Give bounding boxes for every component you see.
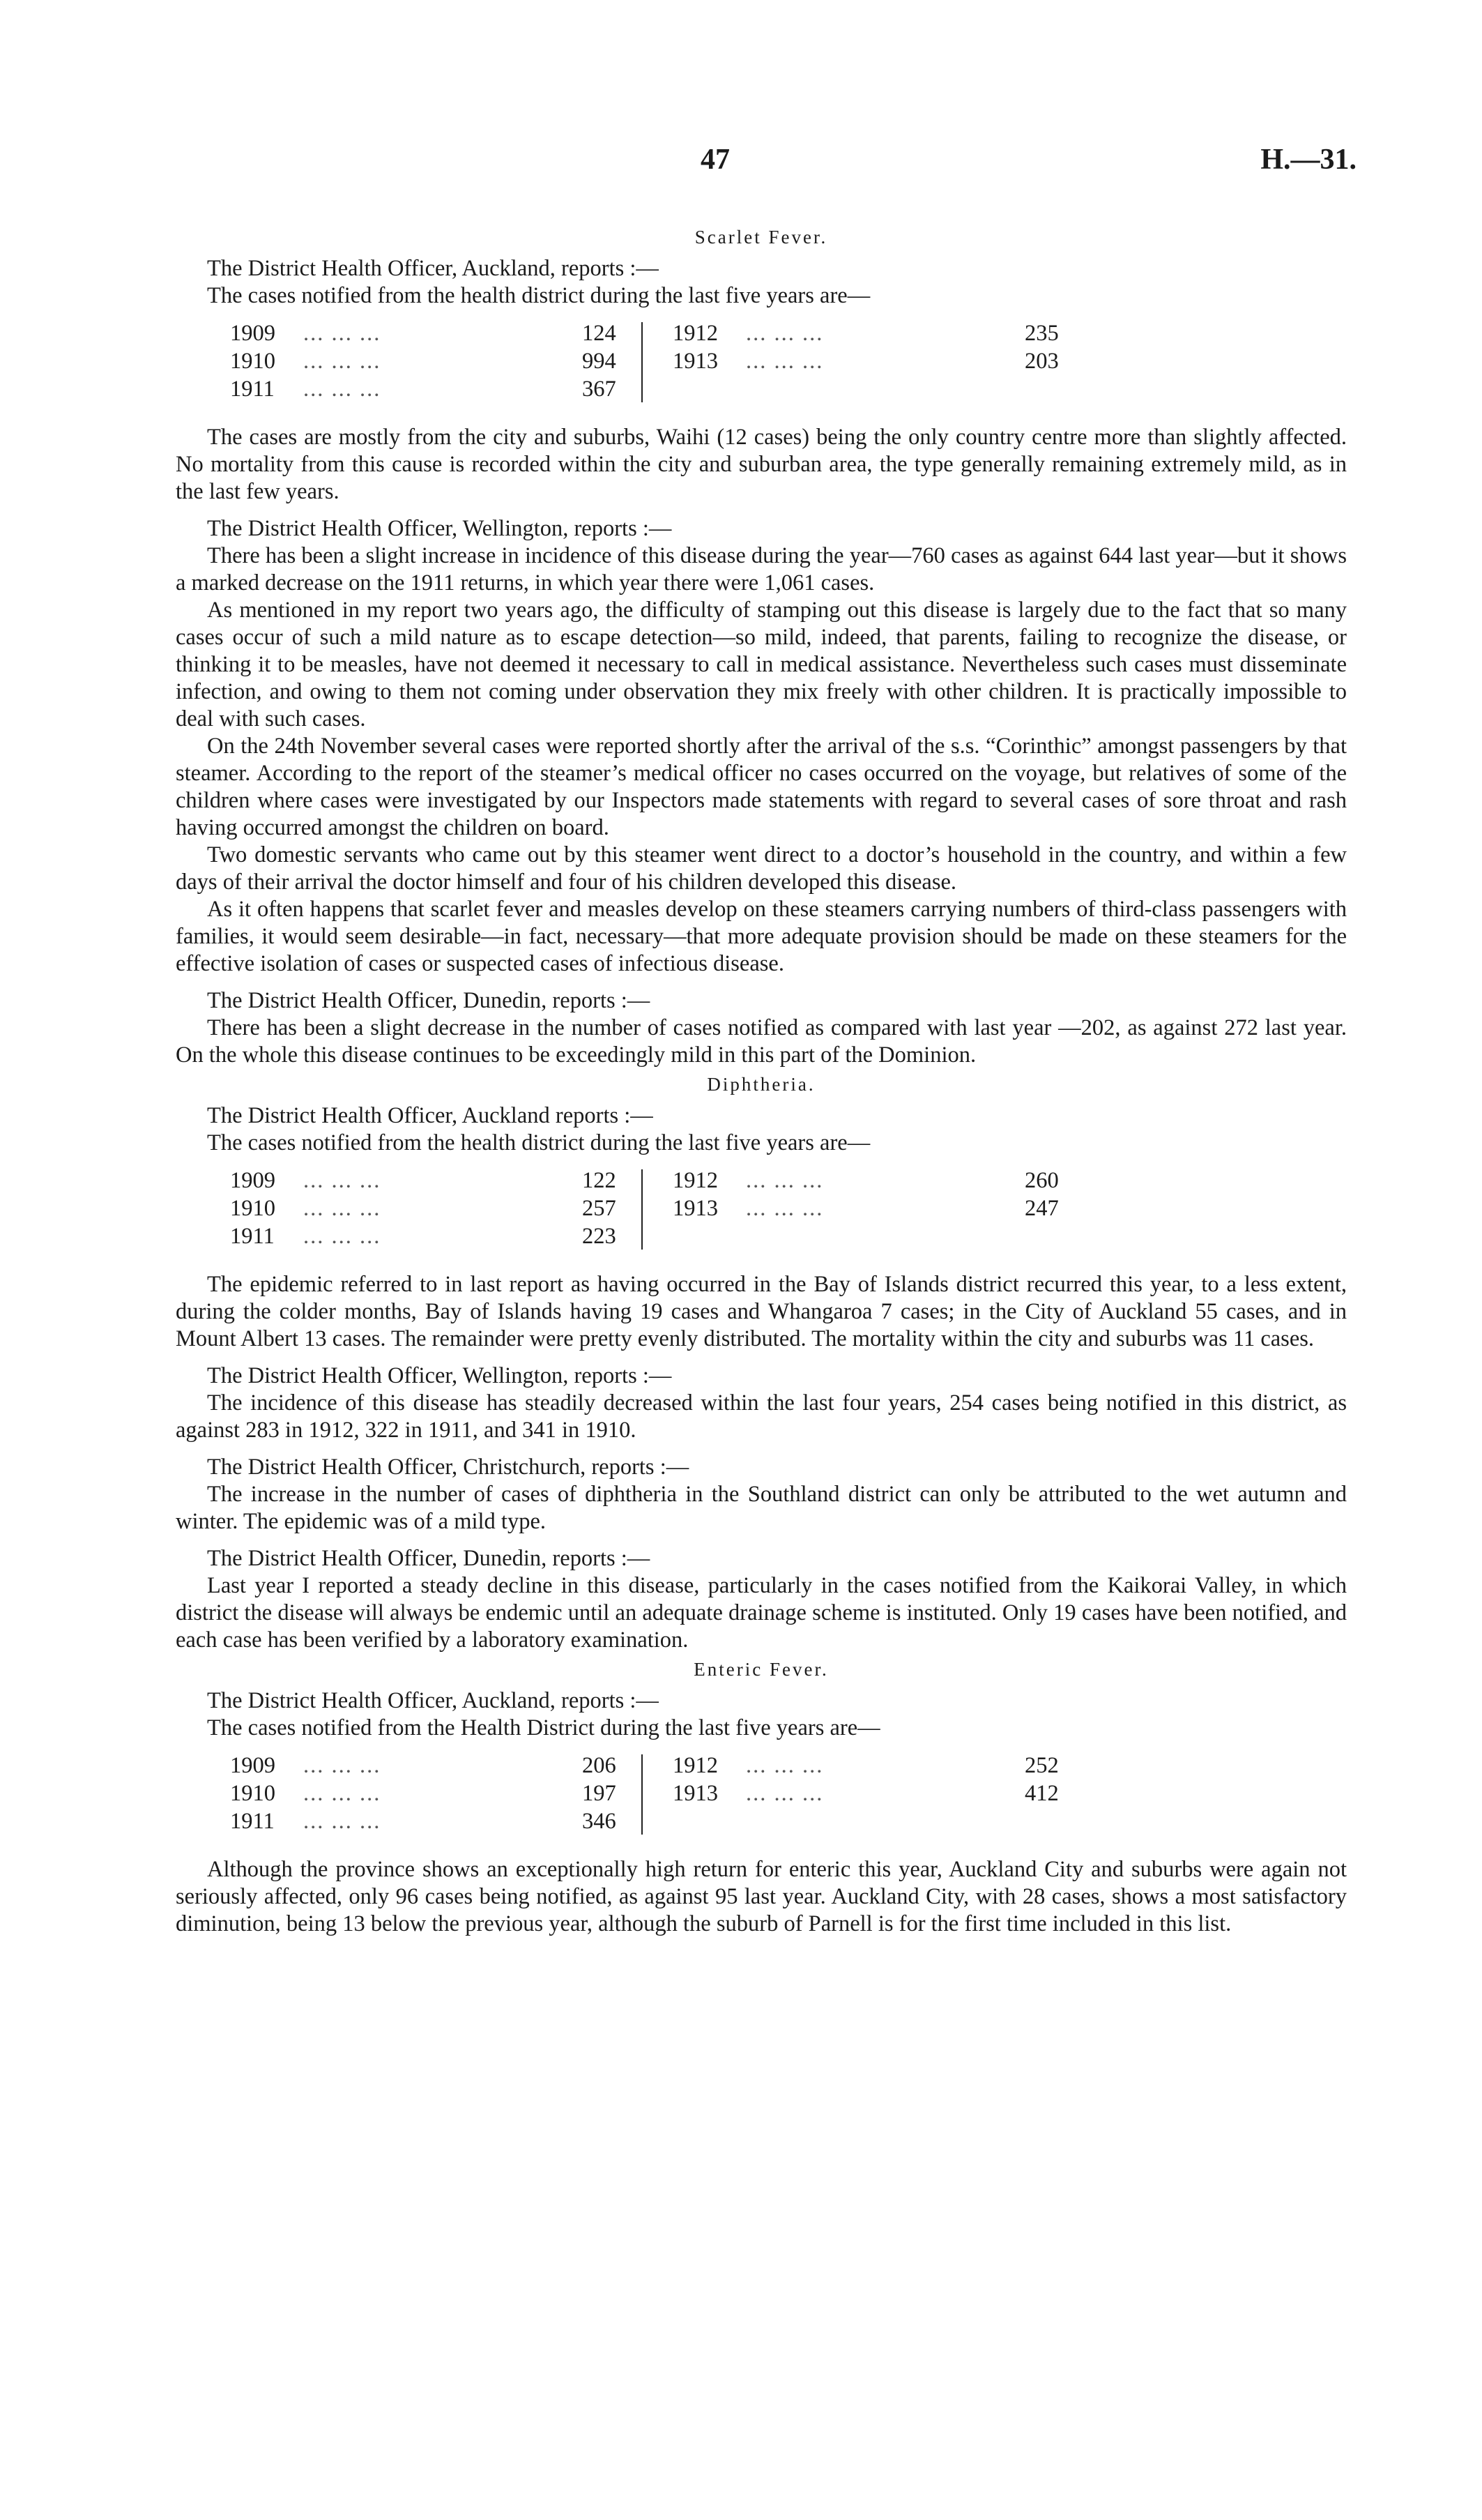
value-cell: 247	[1025, 1196, 1059, 1221]
value-cell: 206	[582, 1753, 616, 1778]
leader-dots: ... ... ...	[303, 1781, 381, 1806]
cases-by-year-table	[230, 1752, 1080, 1835]
report-intro-auckland: The District Health Officer, Auckland, reports :—	[207, 1688, 659, 1713]
value-cell: 252	[1025, 1753, 1059, 1778]
cases-intro: The cases notified from the Health District during the last five years are—	[207, 1715, 880, 1740]
leader-dots: ... ... ...	[303, 1168, 381, 1193]
page-number: 47	[701, 144, 730, 176]
paragraph: On the 24th November several cases were reported shortly after the arrival of the s.s. “Corinthic” amongst passengers by that steamer. According to the report of the steamer’s medical officer no cases occurred on the voyage, but relatives of some of the children where cases were investigated by our Inspectors made statements with regard to several cases of sore throat and rash having occurred amongst the children on board.	[176, 734, 1347, 840]
cases-by-year-table	[230, 319, 1080, 403]
paragraph: Although the province shows an exceptionally high return for enteric this year, Auckland City and suburbs were again not seriously affected, only 96 cases being notified, as against 95 last year. Auckland City, with 28 cases, shows a most satisfactory diminution, being 13 below the previous year, although the suburb of Parnell is for the first time included in this list.	[176, 1857, 1347, 1936]
leader-dots: ... ... ...	[746, 1753, 824, 1778]
leader-dots: ... ... ...	[303, 1809, 381, 1834]
leader-dots: ... ... ...	[303, 377, 381, 402]
cases-by-year-table	[230, 1167, 1080, 1250]
report-intro-wellington: The District Health Officer, Wellington, reports :—	[207, 1363, 672, 1388]
year-cell: 1910	[230, 1196, 275, 1221]
year-cell: 1912	[673, 1168, 718, 1193]
page-header	[0, 143, 1482, 185]
year-cell: 1912	[673, 321, 718, 346]
paragraph: Last year I reported a steady decline in this disease, particularly in the cases notified from the Kaikorai Valley, in which district the disease will always be endemic until an adequate drainage scheme is instituted. Only 19 cases have been notified, and each case has been verified by a laboratory examination.	[176, 1573, 1347, 1653]
leader-dots: ... ... ...	[746, 1781, 824, 1806]
year-cell: 1913	[673, 349, 718, 374]
value-cell: 235	[1025, 321, 1059, 346]
value-cell: 124	[582, 321, 616, 346]
paragraph: The incidence of this disease has steadily decreased within the last four years, 254 cases being notified in this district, as against 283 in 1912, 322 in 1911, and 341 in 1910.	[176, 1390, 1347, 1443]
leader-dots: ... ... ...	[746, 349, 824, 374]
value-cell: 257	[582, 1196, 616, 1221]
paragraph: There has been a slight increase in incidence of this disease during the year—760 cases as against 644 last year—but it shows a marked decrease on the 1911 returns, in which year there were 1,061 cases.	[176, 543, 1347, 595]
value-cell: 122	[582, 1168, 616, 1193]
report-intro-auckland: The District Health Officer, Auckland, reports :—	[207, 256, 659, 281]
leader-dots: ... ... ...	[303, 1753, 381, 1778]
leader-dots: ... ... ...	[303, 349, 381, 374]
value-cell: 223	[582, 1224, 616, 1249]
page-body	[176, 223, 1347, 1938]
leader-dots: ... ... ...	[303, 321, 381, 346]
year-cell: 1909	[230, 1168, 275, 1193]
year-cell: 1910	[230, 349, 275, 374]
enteric-fever-section	[176, 1655, 1347, 1938]
column-divider	[638, 1167, 673, 1250]
scarlet-fever-section	[176, 223, 1347, 1069]
cases-intro: The cases notified from the health district during the last five years are—	[207, 1130, 871, 1155]
report-intro-christchurch: The District Health Officer, Christchurch, reports :—	[207, 1455, 689, 1480]
section-heading-scarlet-fever: Scarlet Fever.	[694, 227, 828, 248]
value-cell: 260	[1025, 1168, 1059, 1193]
value-cell: 197	[582, 1781, 616, 1806]
paragraph: There has been a slight decrease in the number of cases notified as compared with last year —202, as against 272 last year. On the whole this disease continues to be exceedingly mild in this part of the Dominion.	[176, 1015, 1347, 1068]
year-cell: 1912	[673, 1753, 718, 1778]
section-heading-enteric-fever: Enteric Fever.	[694, 1659, 829, 1680]
table-row	[230, 1167, 1080, 1194]
report-intro-dunedin: The District Health Officer, Dunedin, reports :—	[207, 988, 650, 1013]
year-cell: 1909	[230, 321, 275, 346]
year-cell: 1911	[230, 377, 275, 402]
leader-dots: ... ... ...	[303, 1196, 381, 1221]
table-row	[230, 319, 1080, 347]
column-divider	[638, 1752, 673, 1835]
year-cell: 1911	[230, 1224, 275, 1249]
section-heading-diphtheria: Diphtheria.	[707, 1074, 816, 1095]
value-cell: 994	[582, 349, 616, 374]
paragraph: The cases are mostly from the city and suburbs, Waihi (12 cases) being the only country centre more than slightly affected. No mortality from this cause is recorded within the city and suburban area, the type generally remaining extremely mild, as in the last few years.	[176, 425, 1347, 504]
value-cell: 203	[1025, 349, 1059, 374]
report-intro-auckland: The District Health Officer, Auckland reports :—	[207, 1103, 653, 1128]
table-row	[230, 1752, 1080, 1779]
leader-dots: ... ... ...	[746, 321, 824, 346]
leader-dots: ... ... ...	[303, 1224, 381, 1249]
paragraph: Two domestic servants who came out by this steamer went direct to a doctor’s household in the country, and within a few days of their arrival the doctor himself and four of his children developed this disease.	[176, 842, 1347, 895]
cases-intro: The cases notified from the health district during the last five years are—	[207, 283, 871, 308]
value-cell: 412	[1025, 1781, 1059, 1806]
year-cell: 1913	[673, 1196, 718, 1221]
year-cell: 1911	[230, 1809, 275, 1834]
paragraph: The epidemic referred to in last report as having occurred in the Bay of Islands district recurred this year, to a less extent, during the colder months, Bay of Islands having 19 cases and Whangaroa 7 cases; in the City of Auckland 55 cases, and in Mount Albert 13 cases. The remainder were pretty evenly distributed. The mortality within the city and suburbs was 11 cases.	[176, 1272, 1347, 1351]
value-cell: 367	[582, 377, 616, 402]
diphtheria-section	[176, 1070, 1347, 1654]
leader-dots: ... ... ...	[746, 1196, 824, 1221]
paragraph: As mentioned in my report two years ago, the difficulty of stamping out this disease is largely due to the fact that so many cases occur of such a mild nature as to escape detection—so mild, indeed, that parents, failing to recognize the disease, or thinking it to be measles, have not deemed it necessary to call in medical assistance. Nevertheless such cases must disseminate infection, and owing to them not coming under observation they mix freely with other children. It is practically impossible to deal with such cases.	[176, 598, 1347, 731]
year-cell: 1909	[230, 1753, 275, 1778]
document-reference: H.—31.	[1260, 144, 1357, 176]
report-intro-wellington: The District Health Officer, Wellington, reports :—	[207, 516, 672, 541]
value-cell: 346	[582, 1809, 616, 1834]
paragraph: As it often happens that scarlet fever and measles develop on these steamers carrying numbers of third-class passengers with families, it would seem desirable—in fact, necessary—that more adequate provision should be made on these steamers for the effective isolation of cases or suspected cases of infectious disease.	[176, 897, 1347, 976]
paragraph: The increase in the number of cases of diphtheria in the Southland district can only be attributed to the wet autumn and winter. The epidemic was of a mild type.	[176, 1482, 1347, 1534]
column-divider	[638, 319, 673, 403]
year-cell: 1910	[230, 1781, 275, 1806]
year-cell: 1913	[673, 1781, 718, 1806]
leader-dots: ... ... ...	[746, 1168, 824, 1193]
report-intro-dunedin: The District Health Officer, Dunedin, reports :—	[207, 1546, 650, 1571]
